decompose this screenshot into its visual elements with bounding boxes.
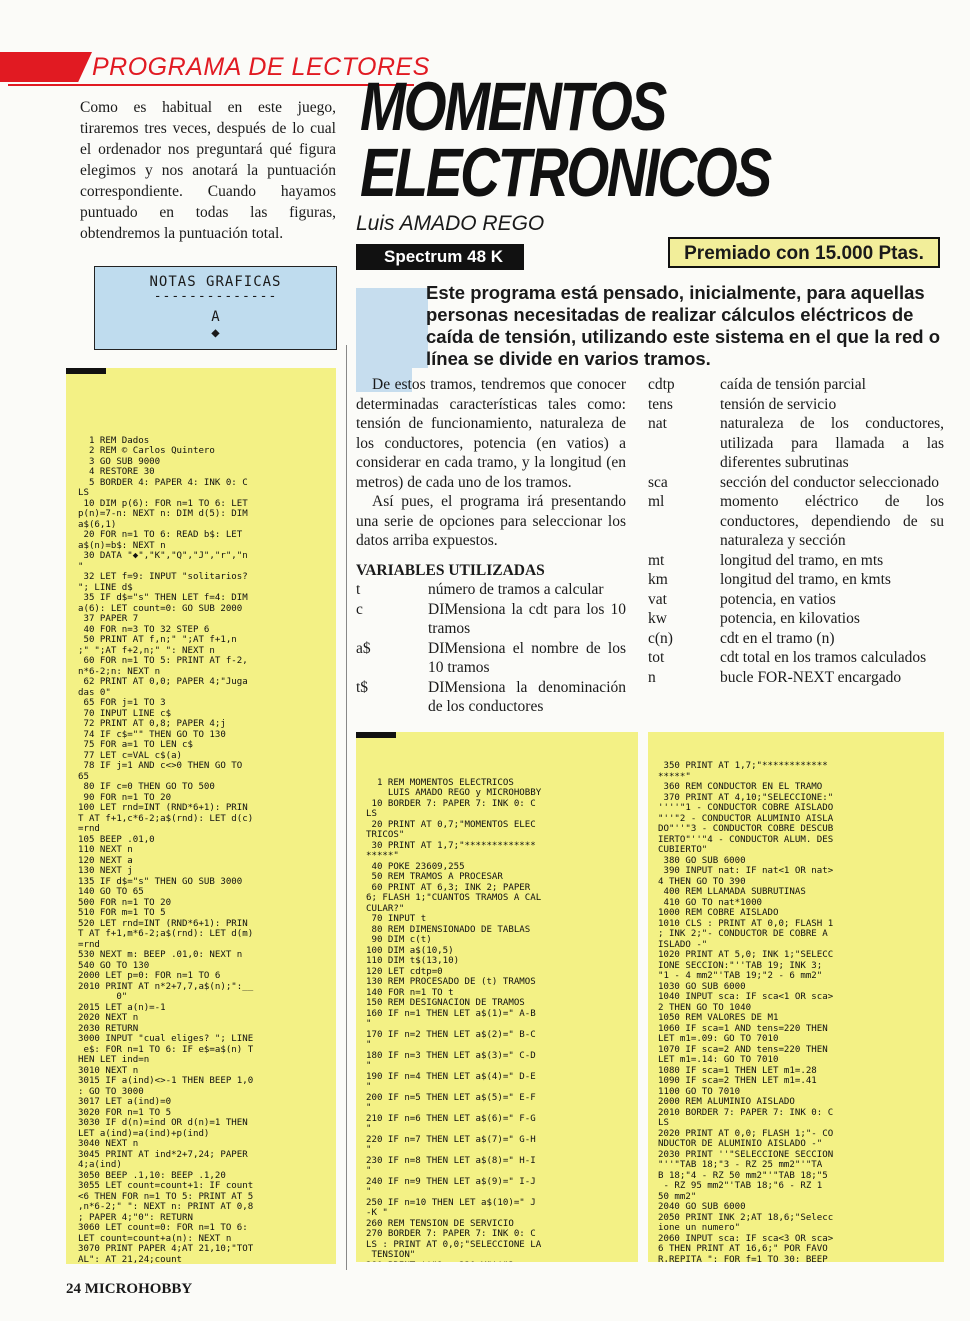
variable-row: [356, 600, 626, 639]
graphics-notes-underline: --------------: [153, 289, 278, 304]
program-listing-momentos-part-1: [356, 732, 638, 1262]
body-text-column: [356, 375, 626, 717]
variable-desc: caída de tensión parcial: [720, 376, 866, 393]
variable-desc: DIMensiona la denominación de los conductores: [428, 678, 626, 715]
variable-desc: DIMensiona el nombre de los 10 tramos: [428, 639, 626, 676]
title-line-2: ELECTRONICOS: [360, 134, 770, 211]
variable-name: cdtp: [648, 376, 675, 393]
variables-heading: VARIABLES UTILIZADAS: [356, 561, 545, 579]
variable-name: a$: [356, 639, 371, 657]
intro-paragraph: Como es habitual en este juego, tiraremos tres veces, después de lo cual el ordenador nos preguntará qué figura elegimos y nos anotará la puntuación correspondiente. Cuando hayamos puntuado en todas las figuras, obtendremos la puntuación total.: [80, 99, 336, 242]
variable-desc: naturaleza de los conductores, utilizada para llamada a las diferentes subrutinas: [720, 415, 944, 471]
variable-row: [648, 590, 944, 610]
variable-name: km: [648, 571, 668, 588]
variable-name: tot: [648, 649, 665, 666]
graphics-notes-title: NOTAS GRAFICAS: [149, 274, 282, 290]
variable-desc: potencia, en kilovatios: [720, 610, 860, 627]
variable-row: [648, 648, 944, 668]
variable-desc: cdt total en los tramos calculados: [720, 649, 927, 666]
variables-column-right: [648, 375, 944, 687]
variable-desc: DIMensiona la cdt para los 10 tramos: [428, 600, 626, 637]
diamond-icon: ◆: [211, 325, 220, 341]
variable-name: ml: [648, 493, 665, 510]
variable-row: [356, 580, 626, 600]
listing-text: 1 REM Dados 2 REM © Carlos Quintero 3 GO SUB 9000 4 RESTORE 30 5 BORDER 4: PAPER 4: INK 0: C LS 10 DIM p(6): FOR n=1 TO 6: LET p(n)=7-n: NEXT n: DIM d(5): DIM a$(6,1) 20 FOR n=1 TO 6: READ b$: LET a$(n)=b$: NEXT n 30 DATA "◆","K","Q","J","r","n " 32 LET f=9: INPUT "solitarios? "; LINE d$ 35 IF d$="s" THEN LET f=4: DIM a(6): LET count=0: GO SUB 2000 37 PAPER 7 40 FOR n=3 TO 32 STEP 6 50 PRINT AT f,n;" ";AT f+1,n ;" ";AT f+2,n;" ": NEXT n 60 FOR n=1 TO 5: PRINT AT f-2, n*6-2;n: NEXT n 62 PRINT AT 0,0; PAPER 4;"Juga das 0" 65 FOR j=1 TO 3 70 INPUT LINE c$ 72 PRINT AT 0,8; PAPER 4;j 74 IF c$="" THEN GO TO 130 75 FOR a=1 TO LEN c$ 77 LET c=VAL c$(a) 78 IF j=1 AND c<>0 THEN GO TO 65 80 IF c=0 THEN GO TO 500 90 FOR n=1 TO 20 100 LET rnd=INT (RND*6+1): PRIN T AT f+1,c*6-2;a$(rnd): LET d(c) =rnd 105 BEEP .01,0 110 NEXT n 120 NEXT a 130 NEXT j 135 IF d$="s" THEN GO SUB 3000 140 GO TO 65 500 FOR n=1 TO 20 510 FOR m=1 TO 5 520 LET rnd=INT (RND*6+1): PRIN T AT f+1,m*6-2;a$(rnd): LET d(m) =rnd 530 NEXT m: BEEP .01,0: NEXT n 540 GO TO 130 2000 LET p=0: FOR n=1 TO 6 2010 PRINT AT n*2+7,7,a$(n);":__ 0" 2015 LET a(n)=-1 2020 NEXT n 2030 RETURN 3000 INPUT "cual eliges? "; LINE e$: FOR n=1 TO 6: IF e$=a$(n) T HEN LET ind=n 3010 NEXT n 3015 IF a(ind)<>-1 THEN BEEP 1,0 : GO TO 3000 3017 LET a(ind)=0 3020 FOR n=1 TO 5 3030 IF d(n)=ind OR d(n)=1 THEN LET a(ind)=a(ind)+p(ind) 3040 NEXT n 3045 PRINT AT ind*2+7,24; PAPER 4;a(ind) 3050 BEEP .1,10: BEEP .1,20 3055 LET count=count+1: IF count <6 THEN FOR n=1 TO 5: PRINT AT 5 ,n*6-2;" ": NEXT n: PRINT AT 0,8 ; PAPER 4;"0": RETURN 3060 LET count=0: FOR n=1 TO 6: LET count=count+a(n): NEXT n 3070 PRINT PAPER 4;AT 21,10;"TOT AL": AT 21,24;count: [78, 435, 254, 1264]
machine-badge: Spectrum 48 K: [356, 244, 524, 270]
variable-desc: sección del conductor seleccionado: [720, 473, 940, 491]
graphics-notes-letter: A: [211, 309, 220, 325]
lead-accent-block: [356, 288, 428, 368]
section-rule: [8, 84, 414, 86]
listing-text: 350 PRINT AT 1,7;"************ *****" 360 REM CONDUCTOR EN EL TRAMO 370 PRINT AT 4,10;"SELECCIONE:" ''''"1 - CONDUCTOR COBRE AISLADO "''"2 - CONDUCTOR ALUMINIO AISLA DO"''"3 - CONDUCTOR COBRE DESCUB IERTO"''"4 - CONDUCTOR ALUM. DES CUBIERTO" 380 GO SUB 6000 390 INPUT nat: IF nat<1 OR nat> 4 THEN GO TO 390 400 REM LLAMADA SUBRUTINAS 410 GO TO nat*1000 1000 REM COBRE AISLADO 1010 CLS : PRINT AT 0,0; FLASH 1 ; INK 2;"- CONDUCTOR DE COBRE A ISLADO -" 1020 PRINT AT 5,0; INK 1;"SELECC IONE SECCION:"''TAB 19; INK 3; "1 - 4 mm2"'TAB 19;"2 - 6 mm2" 1030 GO SUB 6000 1040 INPUT sca: IF sca<1 OR sca> 2 THEN GO TO 1040 1050 REM VALORES DE M1 1060 IF sca=1 AND tens=220 THEN LET m1=.09: GO TO 7010 1070 IF sca=2 AND tens=220 THEN LET m1=.14: GO TO 7010 1080 IF sca=1 THEN LET m1=.28 1090 IF sca=2 THEN LET m1=.41 1100 GO TO 7010 2000 REM ALUMINIO AISLADO 2010 BORDER 7: PAPER 7: INK 0: C LS 2020 PRINT AT 0,0; FLASH 1;"- CO NDUCTOR DE ALUMINIO AISLADO -" 2030 PRINT ''"SELECCIONE SECCION "''"TAB 18;"3 - RZ 25 mm2"'"TA B 18;"4 - RZ 50 mm2"'"TAB 18;"5 - RZ 95 mm2"'TAB 18;"6 - RZ 1 50 mm2" 2040 GO SUB 6000 2050 PRINT INK 2;AT 18,6;"Selecc ione un numero" 2060 INPUT sca: IF sca<3 OR sca> 6 THEN PRINT AT 16,6;" POR FAVO R,REPITA ": FOR f=1 TO 30: BEEP: [658, 761, 834, 1262]
article-title: [360, 68, 770, 211]
listing-header-bar: [356, 732, 396, 738]
body-paragraph-1: De estos tramos, tendremos que conocer determinadas características tales como: tensión de funcionamiento, naturaleza de los conductores, potencia (en vatios) a considerar en cada tramo, y la longitud (en metros) de cada uno de los tramos.: [356, 376, 626, 491]
variable-row: [356, 639, 626, 678]
variable-row: [648, 395, 944, 415]
variable-name: nat: [648, 415, 667, 432]
graphics-notes-box: [94, 266, 337, 350]
variable-row: [648, 551, 944, 571]
variable-desc: tensión de servicio: [720, 395, 837, 413]
variable-row: [648, 609, 944, 629]
variable-desc: número de tramos a calcular: [428, 581, 604, 598]
program-listing-momentos-part-2: [648, 732, 944, 1262]
program-listing-dados: [66, 368, 336, 1264]
variable-row: [648, 492, 944, 551]
variable-row: [648, 473, 944, 493]
variable-row: [648, 629, 944, 649]
body-paragraph-2: Así pues, el programa irá presentando una serie de opciones para seleccionar los datos arriba expuestos.: [356, 493, 626, 549]
variable-desc: bucle FOR-NEXT encargado: [720, 668, 902, 686]
author: Luis AMADO REGO: [356, 212, 545, 235]
variable-name: t$: [356, 678, 369, 696]
variable-desc: longitud del tramo, en kmts: [720, 571, 891, 588]
title-line-1: MOMENTOS: [360, 68, 665, 145]
variable-name: mt: [648, 551, 665, 569]
variable-desc: potencia, en vatios: [720, 590, 836, 608]
variable-name: sca: [648, 473, 668, 491]
section-title: PROGRAMA DE LECTORES: [92, 53, 430, 81]
variable-name: t: [356, 581, 361, 598]
page-footer: 24 MICROHOBBY: [66, 1281, 193, 1297]
variable-name: kw: [648, 610, 667, 627]
variable-row: [356, 678, 626, 717]
variable-desc: longitud del tramo, en mts: [720, 551, 884, 569]
variable-name: vat: [648, 590, 667, 608]
variable-row: [648, 570, 944, 590]
variable-name: tens: [648, 395, 673, 413]
variable-row: [648, 375, 944, 395]
prize-badge: Premiado con 15.000 Ptas.: [668, 237, 940, 268]
variable-name: c: [356, 600, 363, 618]
section-flag: [0, 52, 92, 82]
variable-row: [648, 668, 944, 688]
variable-desc: momento eléctrico de los conductores, dependiendo de su naturaleza y sección: [720, 493, 944, 549]
variable-desc: cdt en el tramo (n): [720, 629, 835, 647]
variable-name: n: [648, 668, 656, 686]
variable-row: [648, 414, 944, 473]
listing-header-bar: [66, 368, 106, 374]
listing-text: 1 REM MOMENTOS ELECTRICOS LUIS AMADO REGO y MICROHOBBY 10 BORDER 7: PAPER 7: INK 0: C LS 20 PRINT AT 0,7;"MOMENTOS ELEC TRICOS" 30 PRINT AT 1,7;"************* *****" 40 POKE 23609,255 50 REM TRAMOS A PROCESAR 60 PRINT AT 6,3; INK 2; PAPER 6; FLASH 1;"CUANTOS TRAMOS A CAL CULAR?" 70 INPUT t 80 REM DIMENSIONADO DE TABLAS 90 DIM c(t) 100 DIM a$(10,5) 110 DIM t$(13,10) 120 LET cdtp=0 130 REM PROCESADO DE (t) TRAMOS 140 FOR n=1 TO t 150 REM DESIGNACION DE TRAMOS 160 IF n=1 THEN LET a$(1)=" A-B " 170 IF n=2 THEN LET a$(2)=" B-C " 180 IF n=3 THEN LET a$(3)=" C-D " 190 IF n=4 THEN LET a$(4)=" D-E " 200 IF n=5 THEN LET a$(5)=" E-F " 210 IF n=6 THEN LET a$(6)=" F-G " 220 IF n=7 THEN LET a$(7)=" G-H " 230 IF n=8 THEN LET a$(8)=" H-I " 240 IF n=9 THEN LET a$(9)=" I-J " 250 IF n=10 THEN LET a$(10)=" J -K " 260 REM TENSION DE SERVICIO 270 BORDER 7: PAPER 7: INK 0: C LS : PRINT AT 0,0;"SELECCIONE LA TENSION": [366, 777, 542, 1260]
column-divider: [346, 345, 347, 1270]
variable-name: c(n): [648, 629, 673, 647]
lead-paragraph: Este programa está pensado, inicialmente, para aquellas personas necesitadas de realizar cálculos eléctricos de caída de tensión, utilizando este sistema en el que la red o línea se divide en varios tramos.: [426, 282, 941, 369]
